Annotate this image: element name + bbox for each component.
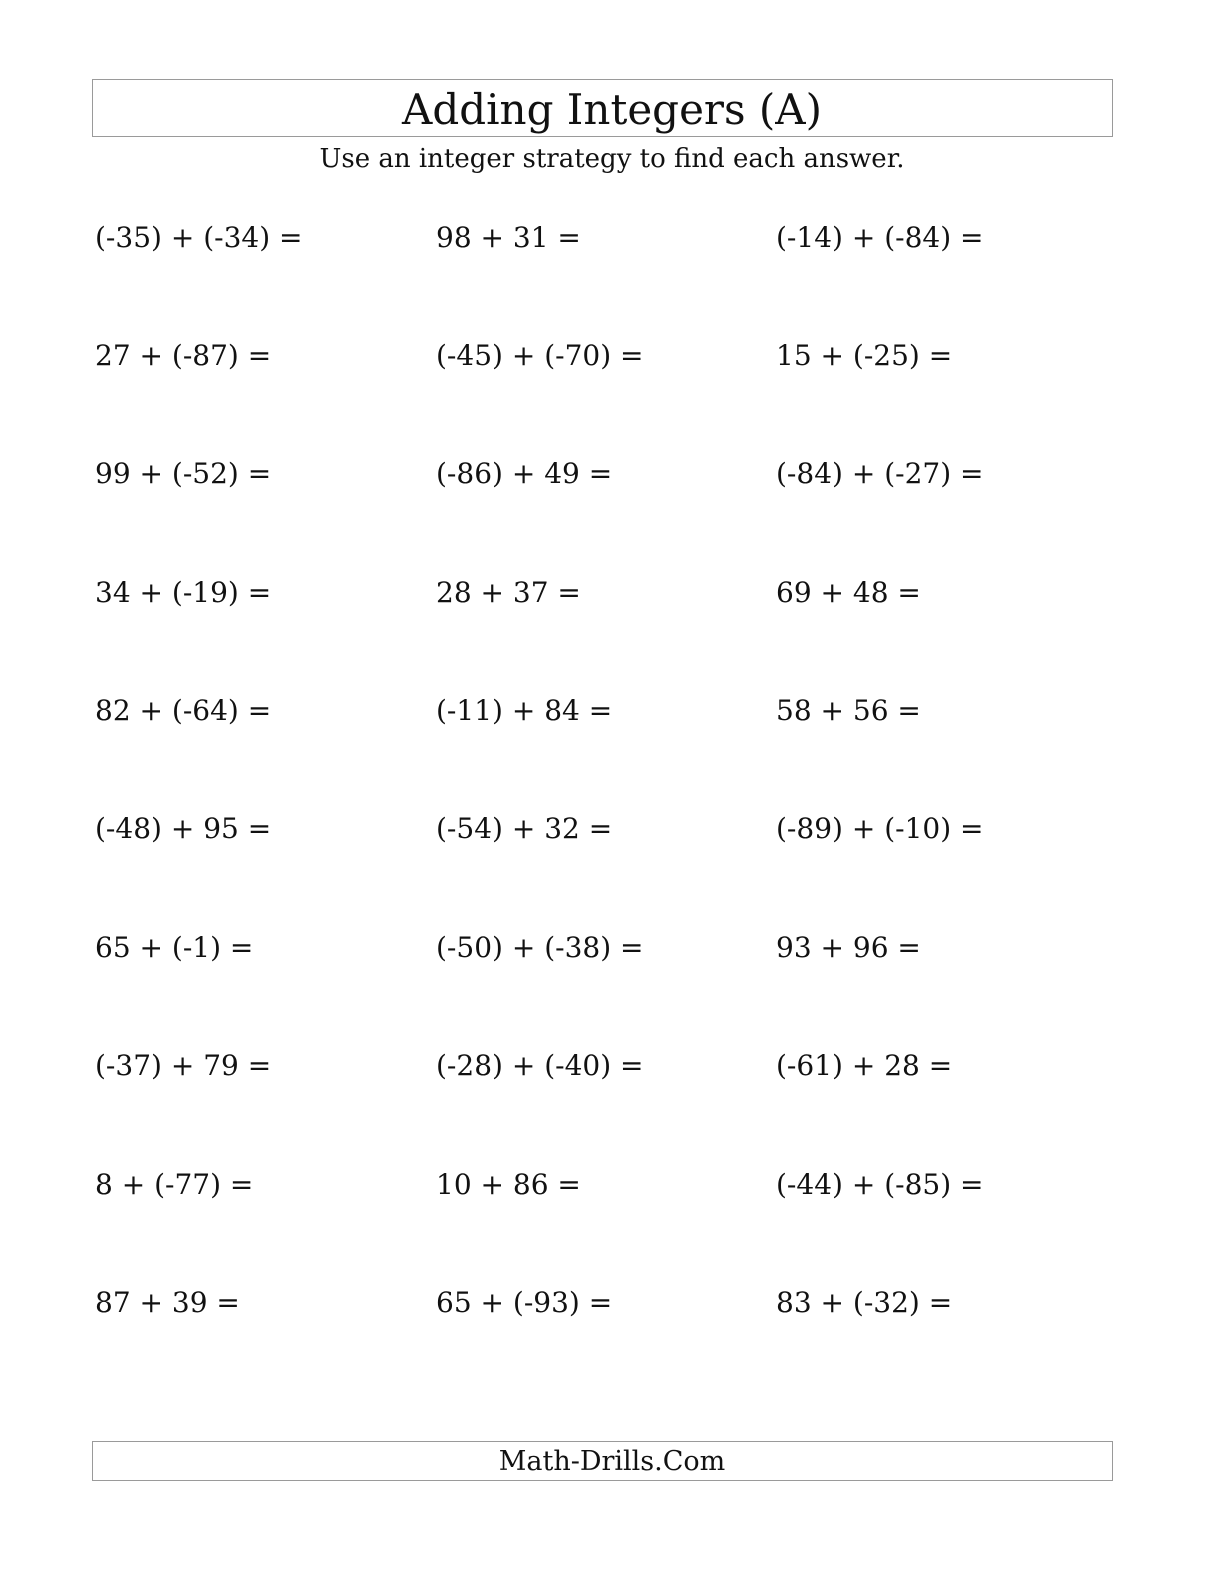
- problem-item: 10 + 86 =: [436, 1168, 581, 1201]
- problem-item: 15 + (-25) =: [776, 339, 953, 372]
- problem-item: 83 + (-32) =: [776, 1286, 953, 1319]
- problem-item: (-54) + 32 =: [436, 812, 613, 845]
- problem-item: 58 + 56 =: [776, 694, 921, 727]
- instructions: Use an integer strategy to find each answer.: [319, 144, 905, 174]
- problem-item: 82 + (-64) =: [95, 694, 272, 727]
- problem-item: (-89) + (-10) =: [776, 812, 984, 845]
- problem-item: 27 + (-87) =: [95, 339, 272, 372]
- footer-site: Math-Drills.Com: [498, 1446, 726, 1477]
- problem-item: (-37) + 79 =: [95, 1049, 272, 1082]
- problem-item: (-11) + 84 =: [436, 694, 613, 727]
- problem-item: 65 + (-1) =: [95, 931, 254, 964]
- problem-item: (-45) + (-70) =: [436, 339, 644, 372]
- problem-item: (-28) + (-40) =: [436, 1049, 644, 1082]
- problem-item: (-14) + (-84) =: [776, 221, 984, 254]
- problem-item: 99 + (-52) =: [95, 457, 272, 490]
- problem-item: 98 + 31 =: [436, 221, 581, 254]
- problem-item: (-48) + 95 =: [95, 812, 272, 845]
- problem-item: 93 + 96 =: [776, 931, 921, 964]
- problem-item: 28 + 37 =: [436, 576, 581, 609]
- problem-item: 65 + (-93) =: [436, 1286, 613, 1319]
- problem-item: (-61) + 28 =: [776, 1049, 953, 1082]
- problem-item: (-84) + (-27) =: [776, 457, 984, 490]
- problem-item: 8 + (-77) =: [95, 1168, 254, 1201]
- page-title: Adding Integers (A): [401, 85, 823, 134]
- problem-item: 34 + (-19) =: [95, 576, 272, 609]
- problem-item: 69 + 48 =: [776, 576, 921, 609]
- problem-item: (-86) + 49 =: [436, 457, 613, 490]
- problem-item: (-44) + (-85) =: [776, 1168, 984, 1201]
- problem-item: (-35) + (-34) =: [95, 221, 303, 254]
- problem-item: (-50) + (-38) =: [436, 931, 644, 964]
- problem-item: 87 + 39 =: [95, 1286, 240, 1319]
